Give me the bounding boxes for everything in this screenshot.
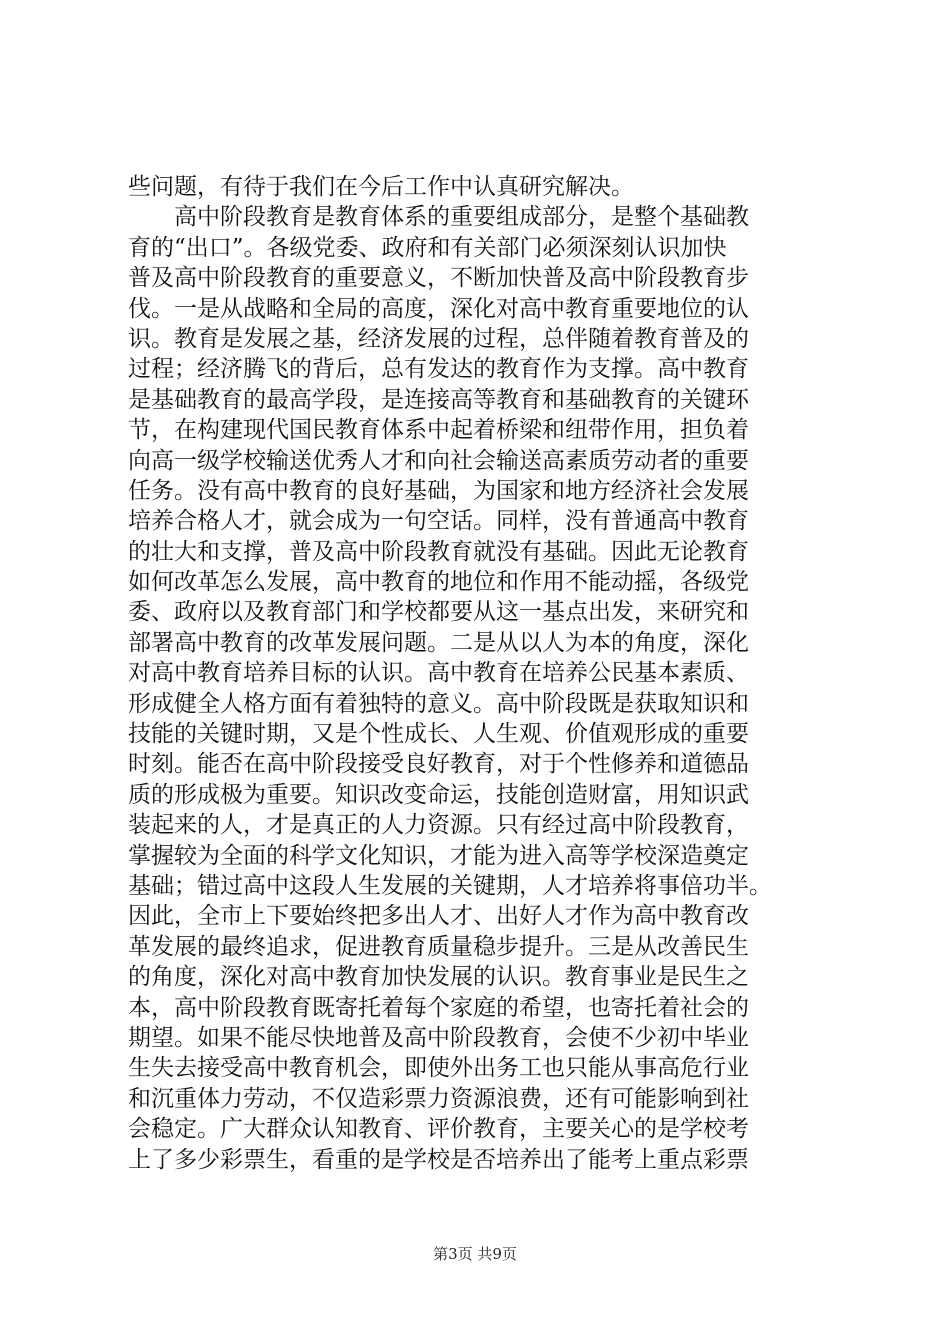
paragraph-first-line: 高中阶段教育是教育体系的重要组成部分，是整个基础教 — [174, 204, 749, 231]
text-line: 形成健全人格方面有着独特的意义。高中阶段既是获取知识和 — [128, 690, 749, 717]
text-line: 上了多少彩票生，看重的是学校是否培养出了能考上重点彩票 — [128, 1146, 749, 1173]
text-line: 的角度，深化对高中教育加快发展的认识。教育事业是民生之 — [128, 964, 749, 991]
text-line: 基础；错过高中这段人生发展的关键期，人才培养将事倍功半。 — [128, 872, 772, 899]
text-line: 的壮大和支撑，普及高中阶段教育就没有基础。因此无论教育 — [128, 538, 749, 565]
text-line: 育的“出口”。各级党委、政府和有关部门必须深刻认识加快 — [128, 234, 727, 261]
text-line: 对高中教育培养目标的认识。高中教育在培养公民基本素质、 — [128, 660, 749, 687]
text-line: 和沉重体力劳动，不仅造彩票力资源浪费，还有可能影响到社 — [128, 1085, 749, 1112]
text-line: 时刻。能否在高中阶段接受良好教育，对于个性修养和道德品 — [128, 751, 749, 778]
text-line: 过程；经济腾飞的背后，总有发达的教育作为支撑。高中教育 — [128, 356, 749, 383]
text-line: 伐。一是从战略和全局的高度，深化对高中教育重要地位的认 — [128, 295, 749, 322]
text-line: 期望。如果不能尽快地普及高中阶段教育，会使不少初中毕业 — [128, 1024, 749, 1051]
text-line: 会稳定。广大群众认知教育、评价教育，主要关心的是学校考 — [128, 1116, 749, 1143]
text-line: 识。教育是发展之基，经济发展的过程，总伴随着教育普及的 — [128, 325, 749, 352]
text-line: 装起来的人，才是真正的人力资源。只有经过高中阶段教育， — [128, 812, 749, 839]
text-line: 向高一级学校输送优秀人才和向社会输送高素质劳动者的重要 — [128, 447, 749, 474]
text-line: 如何改革怎么发展，高中教育的地位和作用不能动摇，各级党 — [128, 569, 749, 596]
text-line: 任务。没有高中教育的良好基础，为国家和地方经济社会发展 — [128, 477, 749, 504]
text-line: 掌握较为全面的科学文化知识，才能为进入高等学校深造奠定 — [128, 842, 749, 869]
text-line: 部署高中教育的改革发展问题。二是从以人为本的角度，深化 — [128, 629, 749, 656]
text-line: 技能的关键时期，又是个性成长、人生观、价值观形成的重要 — [128, 721, 749, 748]
document-body — [128, 172, 832, 1175]
text-line: 因此，全市上下要始终把多出人才、出好人才作为高中教育改 — [128, 903, 749, 930]
text-line: 革发展的最终追求，促进教育质量稳步提升。三是从改善民生 — [128, 933, 749, 960]
text-line: 些问题，有待于我们在今后工作中认真研究解决。 — [128, 174, 634, 200]
text-line: 节，在构建现代国民教育体系中起着桥梁和纽带作用，担负着 — [128, 417, 749, 444]
text-line: 是基础教育的最高学段，是连接高等教育和基础教育的关键环 — [128, 386, 749, 413]
text-line: 生失去接受高中教育机会，即使外出务工也只能从事高危行业 — [128, 1055, 749, 1082]
text-line: 培养合格人才，就会成为一句空话。同样，没有普通高中教育 — [128, 508, 749, 535]
text-line: 委、政府以及教育部门和学校都要从这一基点出发，来研究和 — [128, 599, 749, 626]
page-footer: 第3页 共9页 — [433, 1245, 517, 1263]
text-line: 普及高中阶段教育的重要意义，不断加快普及高中阶段教育步 — [128, 265, 749, 292]
text-line: 本，高中阶段教育既寄托着每个家庭的希望，也寄托着社会的 — [128, 994, 749, 1021]
text-line: 质的形成极为重要。知识改变命运，技能创造财富，用知识武 — [128, 781, 749, 808]
